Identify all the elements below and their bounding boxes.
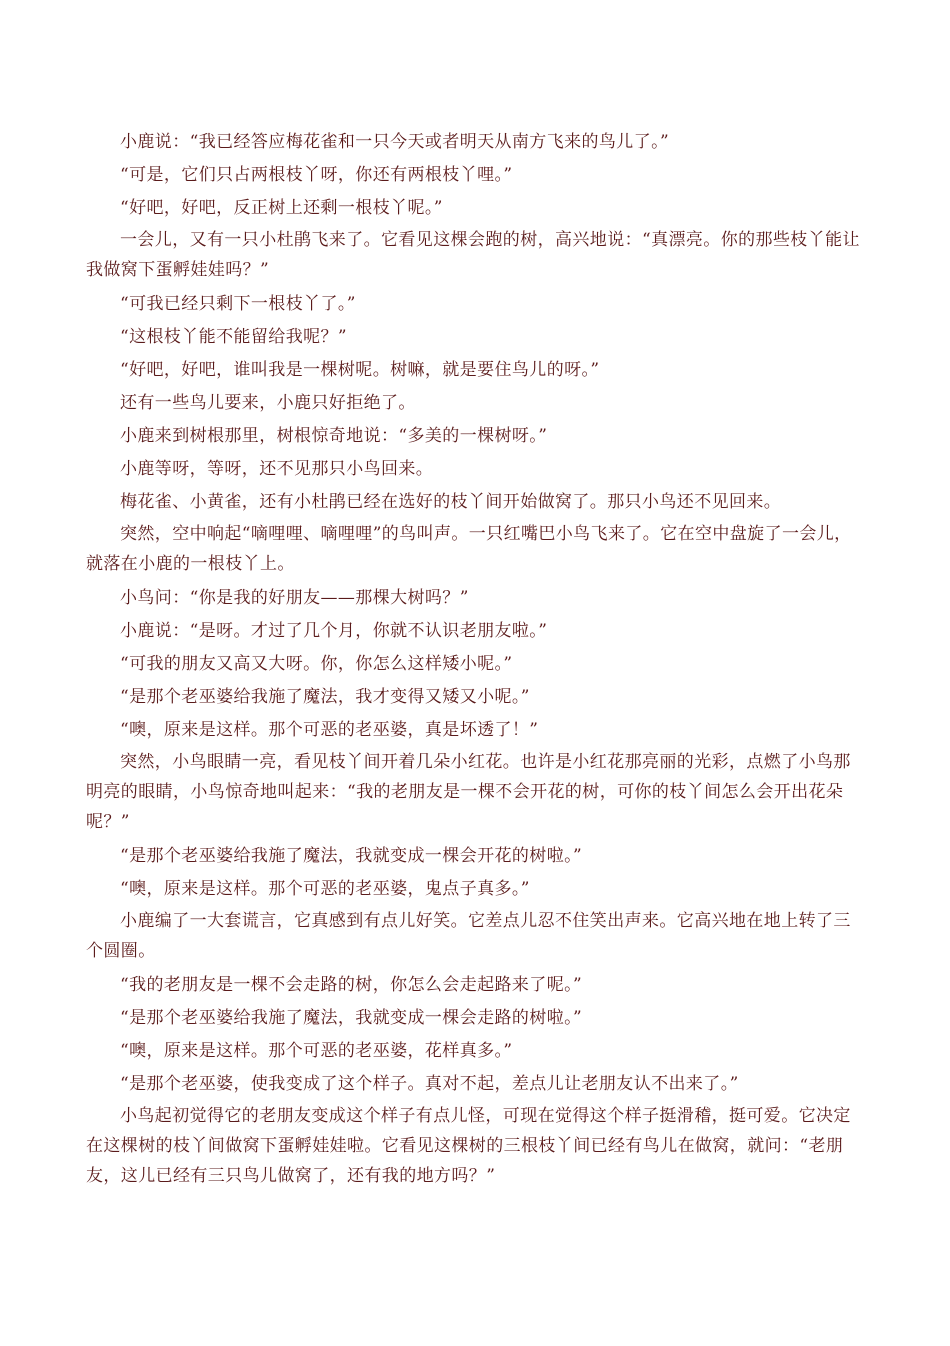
paragraph: 小鸟起初觉得它的老朋友变成这个样子有点儿怪，可现在觉得这个样子挺滑稽，挺可爱。它决定在这棵树的枝丫间做窝下蛋孵娃娃啦。它看见这棵树的三根枝丫间已经有鸟儿在做窝，就问：“老朋友，这儿已经有三只鸟儿做窝了，还有我的地方吗？” [86, 1106, 851, 1186]
paragraph: “是那个老巫婆给我施了魔法，我就变成一棵会走路的树啦。” [120, 1008, 583, 1028]
paragraph: “可是，它们只占两根枝丫呀，你还有两根枝丫哩。” [120, 165, 513, 185]
paragraph: “这根枝丫能不能留给我呢？” [120, 327, 347, 347]
paragraph: 小鸟问：“你是我的好朋友——那棵大树吗？” [120, 588, 469, 608]
paragraph: 一会儿，又有一只小杜鹃飞来了。它看见这棵会跑的树，高兴地说：“真漂亮。你的那些枝丫能让我做窝下蛋孵娃娃吗？” [86, 230, 860, 280]
paragraph: 梅花雀、小黄雀，还有小杜鹃已经在选好的枝丫间开始做窝了。那只小鸟还不见回来。 [120, 492, 782, 512]
paragraph: “是那个老巫婆，使我变成了这个样子。真对不起，差点儿让老朋友认不出来了。” [120, 1074, 739, 1094]
paragraph: “好吧，好吧，反正树上还剩一根枝丫呢。” [120, 198, 443, 218]
story-text [86, 126, 862, 1194]
paragraph: 小鹿说：“是呀。才过了几个月，你就不认识老朋友啦。” [120, 621, 548, 641]
paragraph: 小鹿编了一大套谎言，它真感到有点儿好笑。它差点儿忍不住笑出声来。它高兴地在地上转了三个圆圈。 [86, 911, 851, 961]
paragraph: “噢，原来是这样。那个可恶的老巫婆，真是坏透了！” [120, 720, 539, 740]
paragraph: 突然，空中响起“嘀哩哩、嘀哩哩”的鸟叫声。一只红嘴巴小鸟飞来了。它在空中盘旋了一会儿，就落在小鹿的一根枝丫上。 [86, 524, 852, 574]
paragraph: “可我已经只剩下一根枝丫了。” [120, 294, 356, 314]
paragraph: 小鹿来到树根那里，树根惊奇地说：“多美的一棵树呀。” [120, 426, 548, 446]
paragraph: “是那个老巫婆给我施了魔法，我才变得又矮又小呢。” [120, 687, 530, 707]
paragraph: “可我的朋友又高又大呀。你，你怎么这样矮小呢。” [120, 654, 513, 674]
paragraph: “是那个老巫婆给我施了魔法，我就变成一棵会开花的树啦。” [120, 846, 583, 866]
paragraph: 突然，小鸟眼睛一亮，看见枝丫间开着几朵小红花。也许是小红花那亮丽的光彩，点燃了小鸟那明亮的眼睛，小鸟惊奇地叫起来：“我的老朋友是一棵不会开花的树，可你的枝丫间怎么会开出花朵呢？” [86, 752, 851, 832]
paragraph: “我的老朋友是一棵不会走路的树，你怎么会走起路来了呢。” [120, 975, 583, 995]
paragraph: “噢，原来是这样。那个可恶的老巫婆，鬼点子真多。” [120, 879, 530, 899]
paragraph: “噢，原来是这样。那个可恶的老巫婆，花样真多。” [120, 1041, 513, 1061]
paragraph: 小鹿说：“我已经答应梅花雀和一只今天或者明天从南方飞来的鸟儿了。” [120, 132, 670, 152]
paragraph: 还有一些鸟儿要来，小鹿只好拒绝了。 [120, 393, 416, 413]
paragraph: 小鹿等呀，等呀，还不见那只小鸟回来。 [120, 459, 434, 479]
paragraph: “好吧，好吧，谁叫我是一棵树呢。树嘛，就是要住鸟儿的呀。” [120, 360, 600, 380]
